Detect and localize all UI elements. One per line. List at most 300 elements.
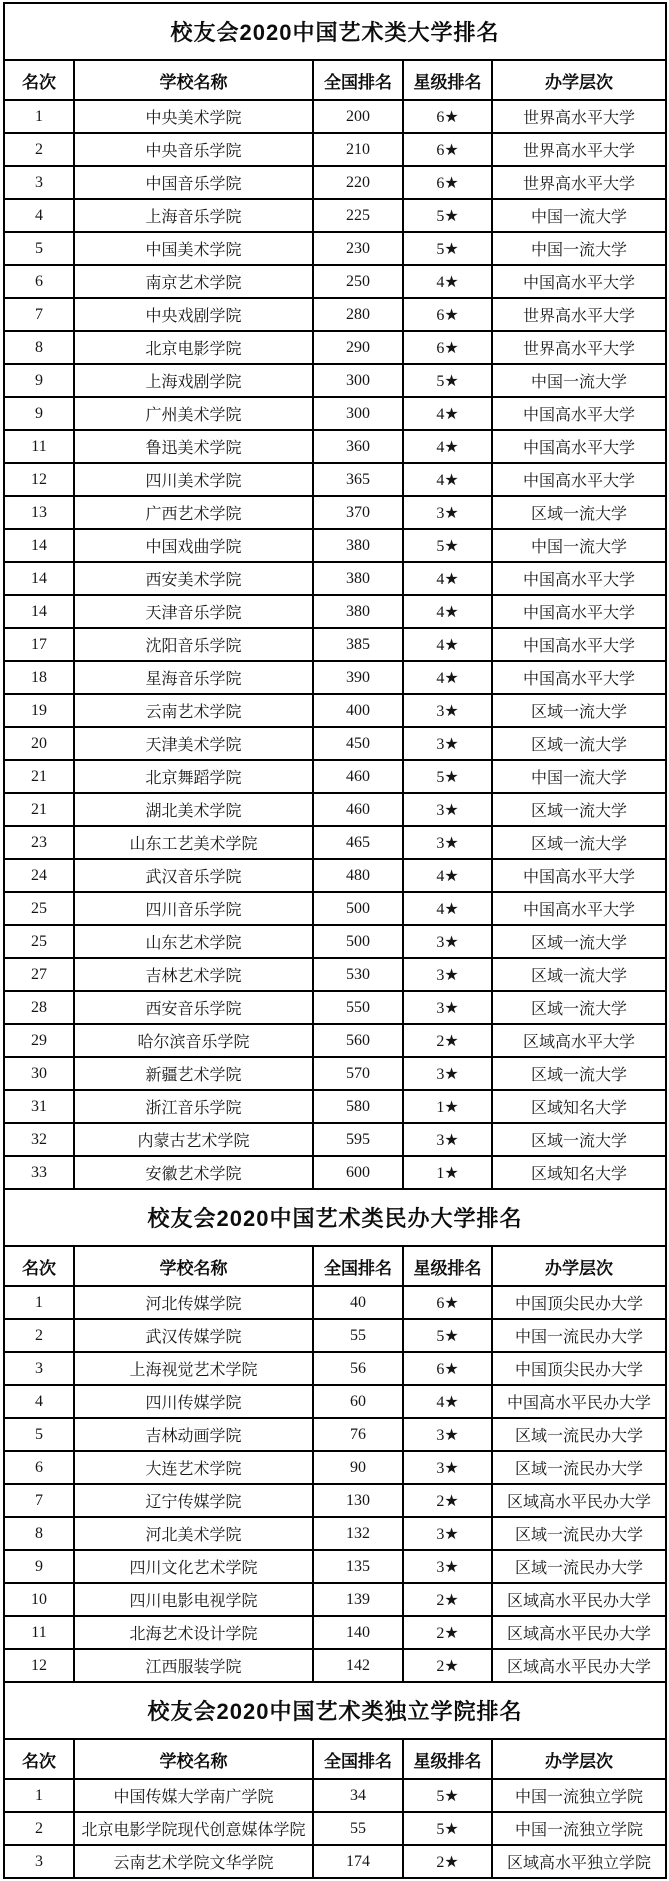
table-row xyxy=(4,1550,666,1583)
rank-cell: 3 xyxy=(4,1352,74,1385)
education-level-cell: 中国高水平大学 xyxy=(492,595,666,628)
rank-cell: 8 xyxy=(4,1517,74,1550)
star-rating-cell: 4★ xyxy=(403,397,492,430)
rank-cell: 20 xyxy=(4,727,74,760)
education-level-cell: 中国顶尖民办大学 xyxy=(492,1352,666,1385)
table-row xyxy=(4,628,666,661)
school-name-cell: 上海音乐学院 xyxy=(74,199,313,232)
education-level-cell: 区域知名大学 xyxy=(492,1090,666,1123)
table-row xyxy=(4,364,666,397)
national-rank-cell: 385 xyxy=(313,628,403,661)
header-row xyxy=(4,1739,666,1779)
national-rank-cell: 380 xyxy=(313,529,403,562)
star-rating-cell: 3★ xyxy=(403,958,492,991)
table-row xyxy=(4,1484,666,1517)
star-rating-cell: 3★ xyxy=(403,1123,492,1156)
star-rating-cell: 5★ xyxy=(403,1779,492,1812)
column-header-rank: 名次 xyxy=(4,60,74,100)
school-name-cell: 江西服装学院 xyxy=(74,1649,313,1682)
national-rank-cell: 40 xyxy=(313,1286,403,1319)
school-name-cell: 辽宁传媒学院 xyxy=(74,1484,313,1517)
table-row xyxy=(4,232,666,265)
education-level-cell: 区域一流民办大学 xyxy=(492,1517,666,1550)
school-name-cell: 哈尔滨音乐学院 xyxy=(74,1024,313,1057)
table-row xyxy=(4,958,666,991)
rank-cell: 1 xyxy=(4,1779,74,1812)
national-rank-cell: 500 xyxy=(313,925,403,958)
national-rank-cell: 300 xyxy=(313,364,403,397)
school-name-cell: 中国戏曲学院 xyxy=(74,529,313,562)
national-rank-cell: 450 xyxy=(313,727,403,760)
school-name-cell: 新疆艺术学院 xyxy=(74,1057,313,1090)
rank-cell: 25 xyxy=(4,925,74,958)
star-rating-cell: 2★ xyxy=(403,1649,492,1682)
rank-cell: 8 xyxy=(4,331,74,364)
section-title-row xyxy=(4,1682,666,1739)
national-rank-cell: 460 xyxy=(313,793,403,826)
school-name-cell: 四川音乐学院 xyxy=(74,892,313,925)
school-name-cell: 北京电影学院 xyxy=(74,331,313,364)
rank-cell: 2 xyxy=(4,1812,74,1845)
school-name-cell: 上海视觉艺术学院 xyxy=(74,1352,313,1385)
national-rank-cell: 400 xyxy=(313,694,403,727)
column-header-star-rating: 星级排名 xyxy=(403,1246,492,1286)
school-name-cell: 四川美术学院 xyxy=(74,463,313,496)
education-level-cell: 区域高水平民办大学 xyxy=(492,1583,666,1616)
table-row xyxy=(4,826,666,859)
school-name-cell: 大连艺术学院 xyxy=(74,1451,313,1484)
rank-cell: 5 xyxy=(4,232,74,265)
table-row xyxy=(4,1812,666,1845)
national-rank-cell: 380 xyxy=(313,562,403,595)
education-level-cell: 区域高水平民办大学 xyxy=(492,1649,666,1682)
education-level-cell: 中国高水平大学 xyxy=(492,430,666,463)
national-rank-cell: 530 xyxy=(313,958,403,991)
star-rating-cell: 5★ xyxy=(403,232,492,265)
rank-cell: 13 xyxy=(4,496,74,529)
education-level-cell: 中国高水平大学 xyxy=(492,628,666,661)
rank-cell: 5 xyxy=(4,1418,74,1451)
table-row xyxy=(4,1616,666,1649)
rank-cell: 31 xyxy=(4,1090,74,1123)
table-row xyxy=(4,925,666,958)
school-name-cell: 吉林艺术学院 xyxy=(74,958,313,991)
national-rank-cell: 370 xyxy=(313,496,403,529)
school-name-cell: 中国音乐学院 xyxy=(74,166,313,199)
star-rating-cell: 6★ xyxy=(403,133,492,166)
school-name-cell: 中央音乐学院 xyxy=(74,133,313,166)
school-name-cell: 西安音乐学院 xyxy=(74,991,313,1024)
star-rating-cell: 3★ xyxy=(403,826,492,859)
rank-cell: 11 xyxy=(4,430,74,463)
national-rank-cell: 360 xyxy=(313,430,403,463)
education-level-cell: 区域一流大学 xyxy=(492,1057,666,1090)
header-row xyxy=(4,1246,666,1286)
column-header-school-name: 学校名称 xyxy=(74,1739,313,1779)
section-title-row xyxy=(4,3,666,60)
star-rating-cell: 6★ xyxy=(403,331,492,364)
education-level-cell: 中国高水平民办大学 xyxy=(492,1385,666,1418)
education-level-cell: 中国一流大学 xyxy=(492,760,666,793)
star-rating-cell: 6★ xyxy=(403,298,492,331)
section-title-row xyxy=(4,1189,666,1246)
school-name-cell: 河北传媒学院 xyxy=(74,1286,313,1319)
table-row xyxy=(4,430,666,463)
school-name-cell: 北海艺术设计学院 xyxy=(74,1616,313,1649)
education-level-cell: 区域一流民办大学 xyxy=(492,1451,666,1484)
national-rank-cell: 280 xyxy=(313,298,403,331)
column-header-education-level: 办学层次 xyxy=(492,60,666,100)
star-rating-cell: 3★ xyxy=(403,793,492,826)
education-level-cell: 区域高水平民办大学 xyxy=(492,1616,666,1649)
star-rating-cell: 3★ xyxy=(403,1418,492,1451)
table-row xyxy=(4,1517,666,1550)
rank-cell: 4 xyxy=(4,1385,74,1418)
school-name-cell: 上海戏剧学院 xyxy=(74,364,313,397)
rank-cell: 19 xyxy=(4,694,74,727)
table-row xyxy=(4,298,666,331)
table-row xyxy=(4,661,666,694)
column-header-school-name: 学校名称 xyxy=(74,1246,313,1286)
education-level-cell: 世界高水平大学 xyxy=(492,166,666,199)
rank-cell: 7 xyxy=(4,1484,74,1517)
education-level-cell: 区域一流大学 xyxy=(492,958,666,991)
school-name-cell: 湖北美术学院 xyxy=(74,793,313,826)
table-row xyxy=(4,133,666,166)
national-rank-cell: 132 xyxy=(313,1517,403,1550)
column-header-star-rating: 星级排名 xyxy=(403,60,492,100)
education-level-cell: 中国一流独立学院 xyxy=(492,1779,666,1812)
table-row xyxy=(4,1090,666,1123)
school-name-cell: 中央美术学院 xyxy=(74,100,313,133)
table-row xyxy=(4,1418,666,1451)
table-row xyxy=(4,199,666,232)
star-rating-cell: 3★ xyxy=(403,1057,492,1090)
table-row xyxy=(4,529,666,562)
education-level-cell: 中国高水平大学 xyxy=(492,397,666,430)
rank-cell: 25 xyxy=(4,892,74,925)
table-row xyxy=(4,892,666,925)
education-level-cell: 中国高水平大学 xyxy=(492,562,666,595)
rank-cell: 2 xyxy=(4,133,74,166)
table-row xyxy=(4,1024,666,1057)
table-row xyxy=(4,859,666,892)
table-row xyxy=(4,1583,666,1616)
rank-cell: 1 xyxy=(4,1286,74,1319)
table-row xyxy=(4,1057,666,1090)
national-rank-cell: 76 xyxy=(313,1418,403,1451)
school-name-cell: 武汉传媒学院 xyxy=(74,1319,313,1352)
table-row xyxy=(4,1845,666,1878)
education-level-cell: 中国高水平大学 xyxy=(492,265,666,298)
school-name-cell: 天津美术学院 xyxy=(74,727,313,760)
table-row xyxy=(4,595,666,628)
school-name-cell: 沈阳音乐学院 xyxy=(74,628,313,661)
table-row xyxy=(4,991,666,1024)
national-rank-cell: 139 xyxy=(313,1583,403,1616)
national-rank-cell: 225 xyxy=(313,199,403,232)
star-rating-cell: 4★ xyxy=(403,265,492,298)
education-level-cell: 区域一流大学 xyxy=(492,496,666,529)
star-rating-cell: 4★ xyxy=(403,628,492,661)
section-title: 校友会2020中国艺术类独立学院排名 xyxy=(4,1682,666,1739)
table-row xyxy=(4,727,666,760)
rank-cell: 32 xyxy=(4,1123,74,1156)
national-rank-cell: 55 xyxy=(313,1319,403,1352)
rank-cell: 9 xyxy=(4,397,74,430)
rank-cell: 17 xyxy=(4,628,74,661)
star-rating-cell: 4★ xyxy=(403,859,492,892)
star-rating-cell: 3★ xyxy=(403,1550,492,1583)
national-rank-cell: 595 xyxy=(313,1123,403,1156)
rank-cell: 9 xyxy=(4,364,74,397)
star-rating-cell: 4★ xyxy=(403,463,492,496)
national-rank-cell: 380 xyxy=(313,595,403,628)
table-row xyxy=(4,1123,666,1156)
school-name-cell: 南京艺术学院 xyxy=(74,265,313,298)
national-rank-cell: 34 xyxy=(313,1779,403,1812)
table-row xyxy=(4,562,666,595)
national-rank-cell: 60 xyxy=(313,1385,403,1418)
column-header-education-level: 办学层次 xyxy=(492,1739,666,1779)
rank-cell: 23 xyxy=(4,826,74,859)
rank-cell: 11 xyxy=(4,1616,74,1649)
national-rank-cell: 290 xyxy=(313,331,403,364)
star-rating-cell: 2★ xyxy=(403,1583,492,1616)
star-rating-cell: 1★ xyxy=(403,1090,492,1123)
education-level-cell: 中国顶尖民办大学 xyxy=(492,1286,666,1319)
table-row xyxy=(4,1286,666,1319)
table-row xyxy=(4,496,666,529)
education-level-cell: 世界高水平大学 xyxy=(492,100,666,133)
school-name-cell: 河北美术学院 xyxy=(74,1517,313,1550)
table-row xyxy=(4,1156,666,1189)
school-name-cell: 内蒙古艺术学院 xyxy=(74,1123,313,1156)
rank-cell: 6 xyxy=(4,265,74,298)
national-rank-cell: 465 xyxy=(313,826,403,859)
education-level-cell: 区域一流民办大学 xyxy=(492,1550,666,1583)
rank-cell: 12 xyxy=(4,1649,74,1682)
school-name-cell: 北京舞蹈学院 xyxy=(74,760,313,793)
rank-cell: 33 xyxy=(4,1156,74,1189)
national-rank-cell: 480 xyxy=(313,859,403,892)
school-name-cell: 广州美术学院 xyxy=(74,397,313,430)
header-row xyxy=(4,60,666,100)
star-rating-cell: 2★ xyxy=(403,1845,492,1878)
education-level-cell: 中国高水平大学 xyxy=(492,859,666,892)
rank-cell: 14 xyxy=(4,595,74,628)
school-name-cell: 鲁迅美术学院 xyxy=(74,430,313,463)
column-header-star-rating: 星级排名 xyxy=(403,1739,492,1779)
star-rating-cell: 6★ xyxy=(403,1352,492,1385)
national-rank-cell: 174 xyxy=(313,1845,403,1878)
education-level-cell: 世界高水平大学 xyxy=(492,298,666,331)
education-level-cell: 世界高水平大学 xyxy=(492,133,666,166)
rank-cell: 7 xyxy=(4,298,74,331)
star-rating-cell: 2★ xyxy=(403,1484,492,1517)
national-rank-cell: 200 xyxy=(313,100,403,133)
star-rating-cell: 5★ xyxy=(403,1319,492,1352)
table-row xyxy=(4,463,666,496)
star-rating-cell: 3★ xyxy=(403,727,492,760)
column-header-school-name: 学校名称 xyxy=(74,60,313,100)
national-rank-cell: 560 xyxy=(313,1024,403,1057)
star-rating-cell: 6★ xyxy=(403,100,492,133)
ranking-table xyxy=(3,2,667,1879)
school-name-cell: 安徽艺术学院 xyxy=(74,1156,313,1189)
star-rating-cell: 3★ xyxy=(403,925,492,958)
star-rating-cell: 6★ xyxy=(403,1286,492,1319)
star-rating-cell: 4★ xyxy=(403,562,492,595)
school-name-cell: 四川电影电视学院 xyxy=(74,1583,313,1616)
education-level-cell: 区域一流大学 xyxy=(492,793,666,826)
rank-cell: 28 xyxy=(4,991,74,1024)
table-row xyxy=(4,1649,666,1682)
star-rating-cell: 2★ xyxy=(403,1024,492,1057)
column-header-national-rank: 全国排名 xyxy=(313,60,403,100)
rank-cell: 10 xyxy=(4,1583,74,1616)
rank-cell: 4 xyxy=(4,199,74,232)
national-rank-cell: 135 xyxy=(313,1550,403,1583)
star-rating-cell: 4★ xyxy=(403,1385,492,1418)
national-rank-cell: 580 xyxy=(313,1090,403,1123)
rank-cell: 18 xyxy=(4,661,74,694)
table-row xyxy=(4,1451,666,1484)
star-rating-cell: 3★ xyxy=(403,1451,492,1484)
education-level-cell: 区域知名大学 xyxy=(492,1156,666,1189)
rank-cell: 21 xyxy=(4,793,74,826)
education-level-cell: 区域一流大学 xyxy=(492,727,666,760)
national-rank-cell: 390 xyxy=(313,661,403,694)
star-rating-cell: 4★ xyxy=(403,430,492,463)
rank-cell: 29 xyxy=(4,1024,74,1057)
school-name-cell: 中央戏剧学院 xyxy=(74,298,313,331)
star-rating-cell: 5★ xyxy=(403,1812,492,1845)
section-title: 校友会2020中国艺术类民办大学排名 xyxy=(4,1189,666,1246)
education-level-cell: 区域一流民办大学 xyxy=(492,1418,666,1451)
star-rating-cell: 3★ xyxy=(403,1517,492,1550)
star-rating-cell: 1★ xyxy=(403,1156,492,1189)
school-name-cell: 西安美术学院 xyxy=(74,562,313,595)
school-name-cell: 山东工艺美术学院 xyxy=(74,826,313,859)
rank-cell: 30 xyxy=(4,1057,74,1090)
star-rating-cell: 5★ xyxy=(403,529,492,562)
school-name-cell: 云南艺术学院 xyxy=(74,694,313,727)
national-rank-cell: 210 xyxy=(313,133,403,166)
school-name-cell: 北京电影学院现代创意媒体学院 xyxy=(74,1812,313,1845)
education-level-cell: 区域一流大学 xyxy=(492,1123,666,1156)
table-row xyxy=(4,1352,666,1385)
star-rating-cell: 4★ xyxy=(403,595,492,628)
rank-cell: 14 xyxy=(4,562,74,595)
rank-cell: 12 xyxy=(4,463,74,496)
table-row xyxy=(4,760,666,793)
star-rating-cell: 2★ xyxy=(403,1616,492,1649)
column-header-rank: 名次 xyxy=(4,1739,74,1779)
school-name-cell: 中国传媒大学南广学院 xyxy=(74,1779,313,1812)
table-row xyxy=(4,265,666,298)
table-row xyxy=(4,793,666,826)
rank-cell: 14 xyxy=(4,529,74,562)
education-level-cell: 区域一流大学 xyxy=(492,826,666,859)
star-rating-cell: 4★ xyxy=(403,661,492,694)
education-level-cell: 区域一流大学 xyxy=(492,694,666,727)
star-rating-cell: 3★ xyxy=(403,694,492,727)
school-name-cell: 四川传媒学院 xyxy=(74,1385,313,1418)
column-header-national-rank: 全国排名 xyxy=(313,1739,403,1779)
star-rating-cell: 4★ xyxy=(403,892,492,925)
national-rank-cell: 140 xyxy=(313,1616,403,1649)
star-rating-cell: 3★ xyxy=(403,496,492,529)
school-name-cell: 山东艺术学院 xyxy=(74,925,313,958)
star-rating-cell: 5★ xyxy=(403,364,492,397)
rank-cell: 3 xyxy=(4,166,74,199)
rank-cell: 1 xyxy=(4,100,74,133)
national-rank-cell: 600 xyxy=(313,1156,403,1189)
school-name-cell: 天津音乐学院 xyxy=(74,595,313,628)
education-level-cell: 中国一流民办大学 xyxy=(492,1319,666,1352)
table-row xyxy=(4,1385,666,1418)
star-rating-cell: 6★ xyxy=(403,166,492,199)
table-row xyxy=(4,1319,666,1352)
school-name-cell: 吉林动画学院 xyxy=(74,1418,313,1451)
national-rank-cell: 500 xyxy=(313,892,403,925)
rank-cell: 27 xyxy=(4,958,74,991)
national-rank-cell: 365 xyxy=(313,463,403,496)
national-rank-cell: 220 xyxy=(313,166,403,199)
education-level-cell: 中国一流大学 xyxy=(492,232,666,265)
national-rank-cell: 250 xyxy=(313,265,403,298)
national-rank-cell: 142 xyxy=(313,1649,403,1682)
education-level-cell: 区域一流大学 xyxy=(492,991,666,1024)
education-level-cell: 中国一流大学 xyxy=(492,364,666,397)
star-rating-cell: 5★ xyxy=(403,760,492,793)
column-header-rank: 名次 xyxy=(4,1246,74,1286)
education-level-cell: 区域高水平民办大学 xyxy=(492,1484,666,1517)
school-name-cell: 广西艺术学院 xyxy=(74,496,313,529)
education-level-cell: 中国高水平大学 xyxy=(492,661,666,694)
national-rank-cell: 90 xyxy=(313,1451,403,1484)
table-row xyxy=(4,166,666,199)
rank-cell: 6 xyxy=(4,1451,74,1484)
table-row xyxy=(4,694,666,727)
national-rank-cell: 130 xyxy=(313,1484,403,1517)
education-level-cell: 世界高水平大学 xyxy=(492,331,666,364)
education-level-cell: 中国高水平大学 xyxy=(492,892,666,925)
rank-cell: 3 xyxy=(4,1845,74,1878)
table-row xyxy=(4,397,666,430)
national-rank-cell: 56 xyxy=(313,1352,403,1385)
column-header-education-level: 办学层次 xyxy=(492,1246,666,1286)
school-name-cell: 武汉音乐学院 xyxy=(74,859,313,892)
national-rank-cell: 550 xyxy=(313,991,403,1024)
table-row xyxy=(4,1779,666,1812)
rank-cell: 2 xyxy=(4,1319,74,1352)
star-rating-cell: 5★ xyxy=(403,199,492,232)
education-level-cell: 中国一流大学 xyxy=(492,199,666,232)
education-level-cell: 中国高水平大学 xyxy=(492,463,666,496)
national-rank-cell: 300 xyxy=(313,397,403,430)
section-title: 校友会2020中国艺术类大学排名 xyxy=(4,3,666,60)
table-row xyxy=(4,331,666,364)
column-header-national-rank: 全国排名 xyxy=(313,1246,403,1286)
school-name-cell: 四川文化艺术学院 xyxy=(74,1550,313,1583)
national-rank-cell: 570 xyxy=(313,1057,403,1090)
education-level-cell: 区域高水平大学 xyxy=(492,1024,666,1057)
education-level-cell: 区域高水平独立学院 xyxy=(492,1845,666,1878)
school-name-cell: 云南艺术学院文华学院 xyxy=(74,1845,313,1878)
table-row xyxy=(4,100,666,133)
